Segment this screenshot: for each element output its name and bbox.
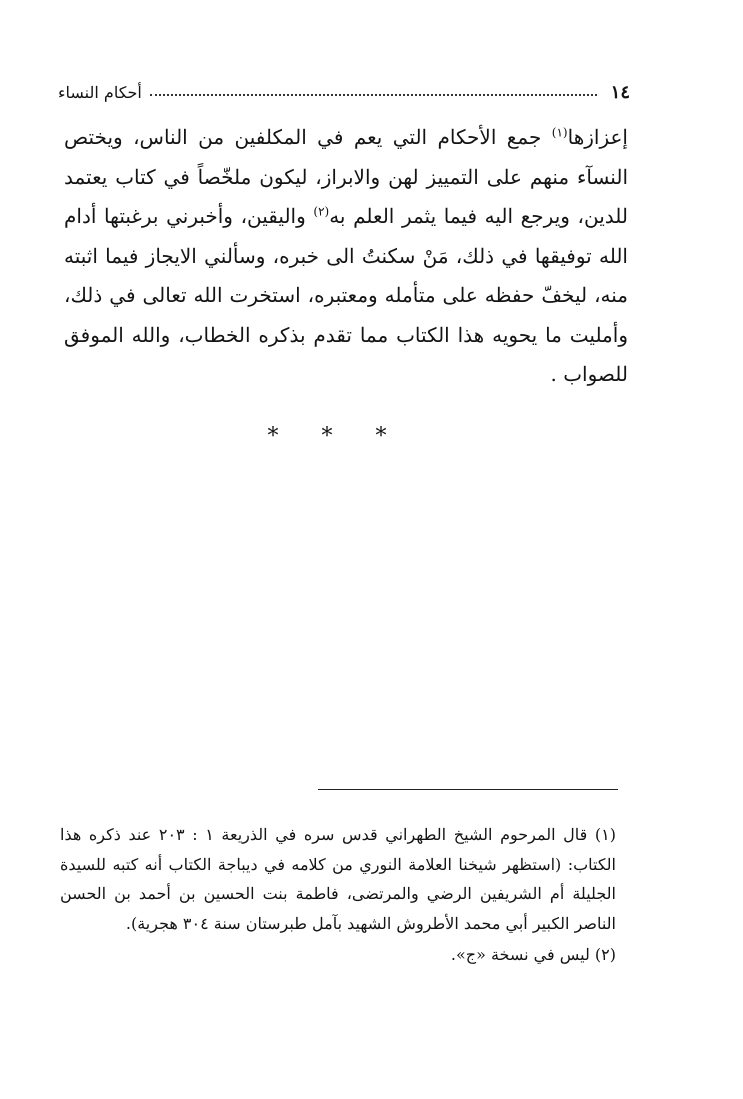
footnote-rule bbox=[318, 789, 618, 790]
footnote-ref-1: (١) bbox=[551, 125, 568, 140]
text-segment: جمع الأحكام التي يعم في المكلفين من الناس، ويختص النسآء منهم على التمييز لهن والابراز، ليكون ملخّصاً في كتاب يعتمد للدين، ويرجع اليه فيما يثمر العلم به bbox=[64, 125, 628, 228]
footnote-ref-2: (٢) bbox=[313, 204, 330, 219]
footnote-1: (١) قال المرحوم الشيخ الطهراني قدس سره في الذريعة ١ : ٢٠٣ عند ذكره هذا الكتاب: (استظهر شيخنا العلامة النوري من كلامه في ديباجة الكتاب أنه كتبه للسيدة الجليلة أم الشريفين الرضي والمرتضى، فاطمة بنت الحسين بن أحمد بن الحسن الناصر الكبير أبي محمد الأطروش الشهيد بآمل طبرستان سنة ٣٠٤ هجرية). bbox=[60, 825, 617, 933]
section-separator: * * * bbox=[267, 424, 405, 449]
page-number: ١٤ bbox=[610, 81, 630, 103]
dotted-leader bbox=[150, 94, 597, 96]
text-segment: واليقين، وأخبرني برغبتها أدام الله توفيقها في ذلك، مَنْ سكنتُ الى خبره، وسألني الايجاز فيما اثبته منه، ليخفّ حفظه على متأمله ومعتبره، استخرت الله تعالى في ذلك، وأمليت ما يحويه هذا الكتاب مما تقدم بذكره الخطاب، والله الموفق للصواب . bbox=[64, 204, 628, 386]
text-segment: إعزازها bbox=[567, 125, 628, 149]
main-paragraph bbox=[64, 118, 628, 395]
footnote-2: (٢) ليس في نسخة «ج». bbox=[450, 945, 616, 964]
running-title: أحكام النساء bbox=[58, 82, 142, 102]
main-text bbox=[64, 118, 628, 395]
footnotes bbox=[60, 820, 616, 970]
running-header bbox=[58, 78, 630, 106]
